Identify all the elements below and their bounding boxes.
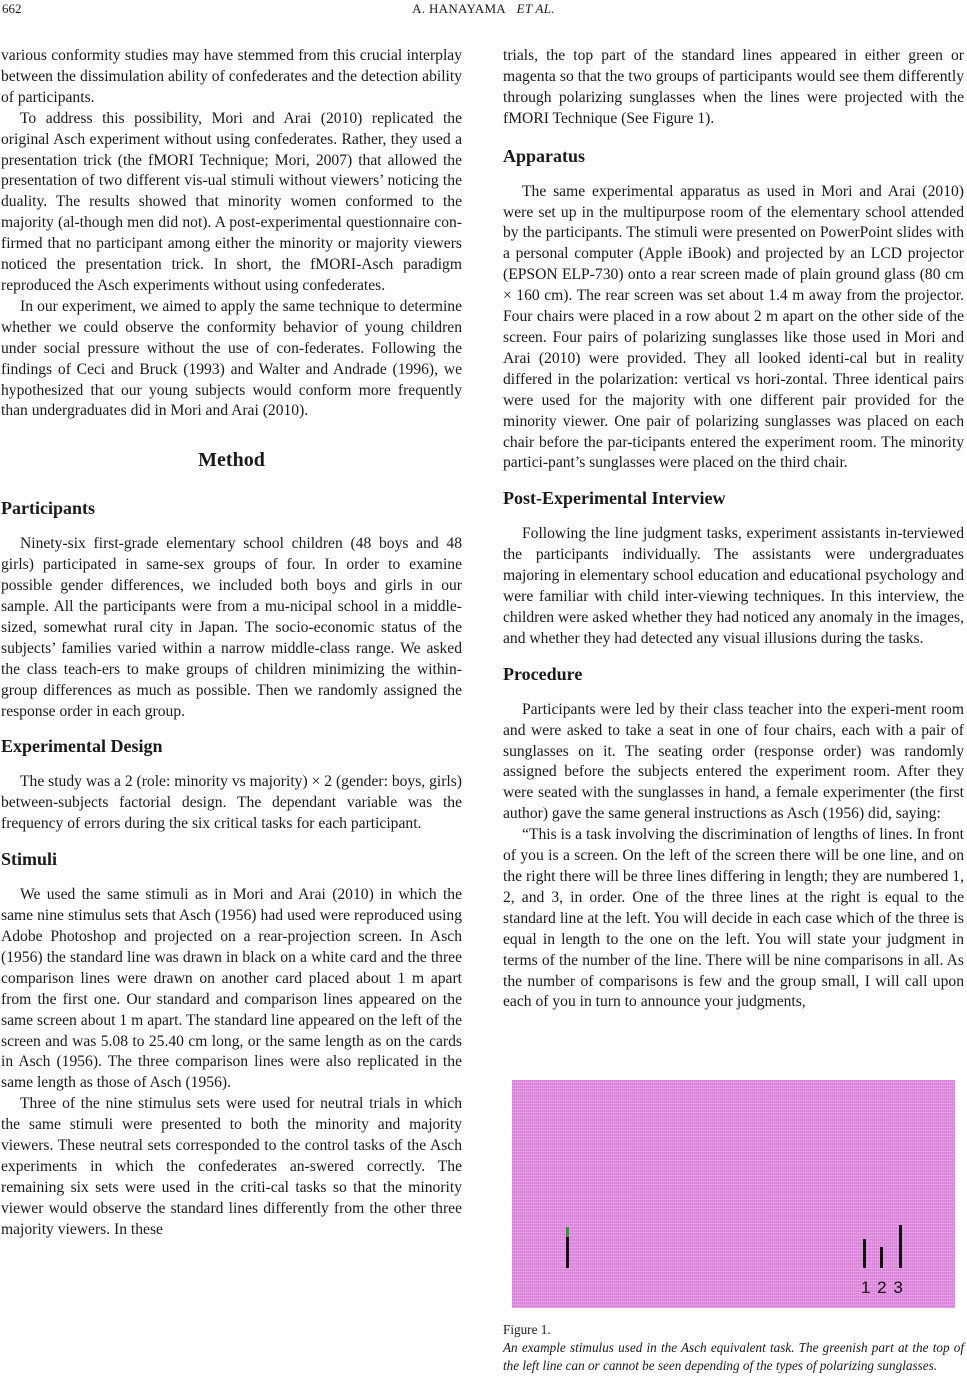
subheading-participants: Participants bbox=[1, 498, 95, 519]
figure-stimulus-image bbox=[512, 1080, 955, 1308]
paragraph-instructions-quote: “This is a task involving the discrimination of lengths of lines. In front of you is a screen. On the left of the screen there will be one line, and on the right there will be three lines differing in length; they are numbered 1, 2, and 3, in order. One of the three lines at the right is equal to the standard line at the left. You will decide in each case which of the three is equal in length to the one on the left. You will state your judgment in terms of the number of the line. There will be nine comparisons in all. As the number of comparisons is few and the group small, I will call upon each of you in turn to announce your judgments, bbox=[503, 826, 964, 1011]
subheading-procedure: Procedure bbox=[503, 663, 583, 684]
paragraph-participants: Ninety-six first-grade elementary school children (48 boys and 48 girls) participated in same-sex groups of four. In order to examine possible gender differences, we included both boys and girls in our sample. All the participants were from a mu-nicipal school in a middle-sized, somewhat rural city in Japan. The socio-economic status of the subjects’ families varied within a narrow middle-class range. We asked the class teach-ers to make groups of children minimizing the within-group differences as much as possible. Then we randomly assigned the response order in each group. bbox=[1, 535, 462, 720]
page-header bbox=[0, 0, 967, 22]
running-head-authors: A. HANAYAMA bbox=[412, 1, 506, 16]
comparison-line-3 bbox=[899, 1225, 902, 1268]
standard-line bbox=[566, 1237, 569, 1268]
left-column bbox=[1, 46, 462, 1241]
paragraph-hypothesis: In our experiment, we aimed to apply the same technique to determine whether we could observe the conformity behavior of young children under social pressure without the use of con-federates. Following the findings of Ceci and Bruck (1993) and Walter and Andrade (1996), we hypothesized that our young subjects would conform more frequently than undergraduates did in Mori and Arai (2010). bbox=[1, 297, 462, 420]
figure-label: Figure 1. bbox=[503, 1322, 551, 1337]
subheading-apparatus: Apparatus bbox=[503, 145, 586, 166]
paragraph-intro-continued: various conformity studies may have stemmed from this crucial interplay between the dissimulation ability of confederates and the detection ability of participants. bbox=[1, 47, 462, 106]
comparison-line-1 bbox=[863, 1239, 866, 1268]
paragraph-stimuli: We used the same stimuli as in Mori and Arai (2010) in which the same nine stimulus sets that Asch (1956) had used were reproduced using Adobe Photoshop and projected on a rear-projection screen. In Asch (1956) the standard line was drawn in black on a white card and the three comparison lines were drawn on another card placed about 1 m apart from the first one. Our standard and comparison lines appeared on the same screen about 1 m apart. The standard line appeared on the left of the screen and was 5.08 to 25.40 cm long, or the same length as on the cards in Asch (1956). The three comparison lines were also replicated in the same length as those of Asch (1956). bbox=[1, 886, 462, 1092]
comparison-line-numbers: 1 2 3 bbox=[861, 1278, 904, 1297]
paragraph-interview: Following the line judgment tasks, experiment assistants in-terviewed the participants individually. The assistants were undergraduates majoring in elementary school education and educational psychology and were familiar with child inter-viewing techniques. In this interview, the children were asked whether they had noticed any anomaly in the images, and whether they had detected any visual illusions during the tasks. bbox=[503, 525, 964, 647]
paragraph-neutral-trials: Three of the nine stimulus sets were used for neutral trials in which the same stimuli were presented to both the minority and majority viewers. These neutral sets corresponded to the control tasks of the Asch experiments in which the confederates an-swered correctly. The remaining six sets were used in the criti-cal tasks so that the minority viewer would observe the standard lines differently from the other three majority viewers. In these bbox=[1, 1095, 462, 1238]
subheading-post-experimental-interview: Post-Experimental Interview bbox=[503, 488, 726, 509]
page-number: 662 bbox=[2, 1, 22, 16]
paragraph-apparatus: The same experimental apparatus as used in Mori and Arai (2010) were set up in the multipurpose room of the elementary school attended by the participants. The stimuli were presented on PowerPoint slides with a personal computer (Apple iBook) and projected by an LCD projector (EPSON ELP-730) onto a rear screen made of plain ground glass (80 cm × 160 cm). The rear screen was set about 1.4 m away from the projector. Four chairs were placed in a row about 2 m apart on the other side of the screen. Four pairs of polarizing sunglasses like those used in Mori and Arai (2010) were provided. They all looked identi-cal but in reality differed in the polarization: vertical vs hori-zontal. Three identical pairs were used for the majority with one different pair provided for the minority viewer. One pair of polarizing sunglasses was placed on each chair before the par-ticipants entered the experiment room. The minority partici-pant’s sunglasses were placed on the third chair. bbox=[503, 182, 964, 472]
running-head bbox=[0, 1, 967, 17]
comparison-line-2 bbox=[880, 1247, 883, 1268]
paragraph-procedure: Participants were led by their class teacher into the experi-ment room and were asked to take a seat in one of four chairs, each with a pair of sunglasses on it. The seating order (response order) was randomly assigned before the subjects entered the experiment room. After they were seated with the sunglasses in hand, a female experimenter (the first author) gave the same general instructions as Asch (1956) did, saying: bbox=[503, 700, 964, 823]
paragraph-trials-continued: trials, the top part of the standard lines appeared in either green or magenta so that the two groups of participants would see them differently through polarizing sunglasses when the lines were projected with the fMORI Technique (See Figure 1). bbox=[503, 47, 964, 127]
running-head-etal: ET AL. bbox=[516, 1, 555, 16]
figure-caption bbox=[503, 1321, 964, 1374]
subheading-stimuli: Stimuli bbox=[1, 849, 58, 870]
figure-caption-text: An example stimulus used in the Asch equivalent task. The greenish part at the top of the left line can or cannot be seen depending of the types of polarizing sunglasses. bbox=[503, 1339, 964, 1373]
standard-line-green-tip bbox=[566, 1227, 569, 1237]
subheading-experimental-design: Experimental Design bbox=[1, 736, 163, 757]
paragraph-design: The study was a 2 (role: minority vs majority) × 2 (gender: boys, girls) between-subjects factorial design. The dependant variable was the frequency of errors during the six critical tasks for each participant. bbox=[1, 773, 462, 833]
section-heading-method: Method bbox=[198, 449, 265, 472]
paragraph-mori-arai: To address this possibility, Mori and Arai (2010) replicated the original Asch experiment without using confederates. Rather, they used a presentation trick (the fMORI Technique; Mori, 2007) that allowed the presentation of two different vis-ual stimuli without viewers’ noticing the duality. The results showed that minority women conformed to the majority (al-though men did not). A post-experimental questionnaire con-firmed that no participant among either the minority or majority viewers noticed the presentation trick. In short, the fMORI-Asch paradigm reproduced the Asch experiments without using confederates. bbox=[1, 109, 462, 294]
right-column bbox=[503, 46, 964, 1013]
